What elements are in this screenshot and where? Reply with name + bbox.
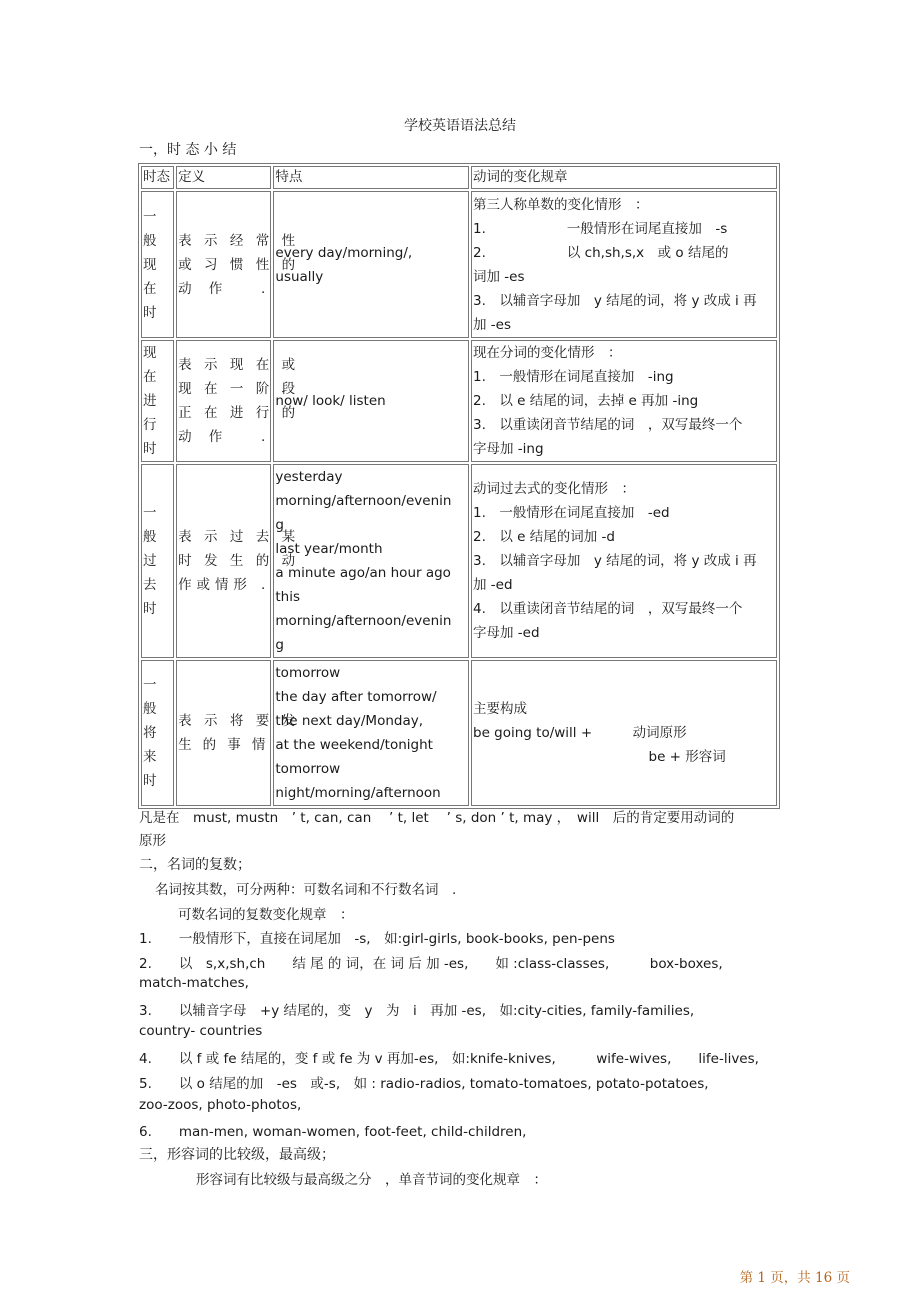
plural-rule-line: 1. 一般情形下，直接在词尾加 -s, 如:girl-girls, book-books, pen-pens (139, 931, 615, 947)
tense-name: 一 般 将 来 时 (141, 660, 174, 806)
modal-verb-note-continued: 原形 (139, 833, 166, 849)
tense-definition (176, 340, 300, 462)
tense-rules (471, 464, 777, 658)
tense-rules (471, 191, 777, 338)
tense-features (273, 464, 469, 658)
rule-line: be + 形容词 (473, 749, 726, 765)
section-heading-adjectives: 三，形容词的比较级，最高级； (139, 1147, 335, 1163)
definition-line: 表 示 经 常 性 (178, 232, 300, 249)
definition-line: 正 在 进 行 的 (178, 405, 300, 421)
plural-rule-line: 2. 以 s,x,sh,ch 结 尾 的 词，在 词 后 加 -es, 如 :class-classes, box-boxes, (139, 956, 723, 972)
rule-line: 2. 以 ch,sh,s,x 或 o 结尾的 (473, 244, 729, 261)
plural-rule-line: zoo-zoos, photo-photos, (139, 1097, 302, 1113)
tense-features (273, 191, 469, 338)
rule-line: 主要构成 (473, 701, 527, 717)
tense-summary-table (138, 163, 780, 809)
tense-features (273, 660, 469, 806)
feature-line: a minute ago/an hour ago (275, 565, 451, 581)
feature-line: last year/month (275, 541, 383, 557)
feature-line: the next day/Monday, (275, 713, 424, 729)
feature-line: g (275, 637, 284, 653)
adjective-intro: 形容词有比较级与最高级之分 ，单音节词的变化规章 ： (196, 1172, 547, 1188)
feature-line: tomorrow (275, 665, 341, 681)
rule-line: 现在分词的变化情形 ： (473, 345, 622, 361)
rule-line: 2. 以 e 结尾的词加 -d (473, 529, 616, 545)
rule-line: 4. 以重读闭音节结尾的词 ，双写最终一个 (473, 601, 743, 617)
rule-line: 3. 以重读闭音节结尾的词 ，双写最终一个 (473, 417, 743, 433)
definition-line: 生的事情 (178, 737, 270, 753)
feature-line: this (275, 589, 301, 605)
rule-line: 词加 -es (473, 268, 525, 285)
feature-line: tomorrow (275, 761, 341, 777)
rule-line: be going to/will + 动词原形 (473, 725, 687, 741)
plural-rules-title: 可数名词的复数变化规章 ： (178, 907, 354, 923)
rule-line: 1. 一般情形在词尾直接加 -s (473, 220, 728, 237)
tense-features (273, 340, 469, 462)
rule-line: 加 -es (473, 316, 512, 333)
definition-line: 动作 . (178, 280, 270, 297)
rule-line: 第三人称单数的变化情形 ： (473, 196, 649, 213)
header-tense: 时态 (141, 166, 174, 189)
header-definition: 定义 (176, 166, 271, 189)
plural-rule-line: match-matches, (139, 975, 249, 991)
definition-line: 时 发 生 的 动 (178, 553, 300, 569)
header-rules: 动词的变化规章 (471, 166, 777, 189)
rule-line: 3. 以辅音字母加 y 结尾的词，将 y 改成 i 再 (473, 292, 757, 309)
plural-rule-line: 4. 以 f 或 fe 结尾的，变 f 或 fe 为 v 再加-es, 如:knife-knives, wife-wives, life-lives, (139, 1051, 759, 1067)
definition-line: 表 示 将 要 发 (178, 713, 300, 729)
rule-line: 加 -ed (473, 577, 513, 593)
rule-line: 3. 以辅音字母加 y 结尾的词，将 y 改成 i 再 (473, 553, 757, 569)
feature-line: the day after tomorrow/ (275, 689, 437, 705)
tense-rules (471, 340, 777, 462)
feature-line: every day/morning/, (275, 244, 413, 261)
feature-line: at the weekend/tonight (275, 737, 433, 753)
page-footer: 第 1 页，共 16 页 (739, 1270, 850, 1286)
tense-definition (176, 660, 300, 806)
plural-rule-line: country- countries (139, 1023, 263, 1039)
plural-rule-line: 6. man-men, woman-women, foot-feet, child-children, (139, 1124, 527, 1140)
rule-line: 1. 一般情形在词尾直接加 -ed (473, 505, 670, 521)
feature-line: g (275, 517, 284, 533)
tense-rules (471, 660, 777, 806)
table-row (141, 191, 777, 338)
table-header-row (141, 166, 777, 189)
rule-line: 字母加 -ed (473, 625, 540, 641)
tense-name: 一 般 过 去 时 (141, 464, 174, 658)
rule-line: 2. 以 e 结尾的词，去掉 e 再加 -ing (473, 393, 699, 409)
plural-intro: 名词按其数，可分两种：可数名词和不行数名词 . (155, 882, 457, 898)
table-row (141, 340, 777, 462)
plural-rule-line: 5. 以 o 结尾的加 -es 或-s, 如 : radio-radios, tomato-tomatoes, potato-potatoes, (139, 1076, 709, 1092)
definition-line: 表 示 过 去 某 (178, 529, 300, 545)
rule-line: 1. 一般情形在词尾直接加 -ing (473, 369, 674, 385)
definition-line: 表 示 现 在 或 (178, 357, 300, 373)
feature-line: now/ look/ listen (275, 393, 386, 409)
definition-line: 现 在 一 阶 段 (178, 381, 300, 397)
feature-line: morning/afternoon/evenin (275, 613, 452, 629)
rule-line: 字母加 -ing (473, 441, 544, 457)
document-title: 学校英语语法总结 (404, 118, 516, 134)
rule-line: 动词过去式的变化情形 ： (473, 481, 635, 497)
plural-rule-line: 3. 以辅音字母 +y 结尾的，变 y 为 i 再加 -es, 如:city-cities, family-families, (139, 1003, 695, 1019)
definition-line: 作或情形 . (178, 577, 270, 593)
table-row (141, 660, 777, 806)
definition-line: 或 习 惯 性 的 (178, 256, 300, 273)
feature-line: night/morning/afternoon (275, 785, 441, 801)
tense-name: 一 般 现 在 时 (141, 191, 174, 338)
feature-line: yesterday (275, 469, 343, 485)
feature-line: usually (275, 268, 324, 285)
definition-line: 动作 . (178, 429, 270, 445)
tense-name: 现 在 进 行 时 (141, 340, 174, 462)
modal-verb-note: 凡是在 must, mustn ’ t, can, can ’ t, let ’ s, don ’ t, may ， will 后的肯定要用动词的 (139, 810, 735, 826)
header-features: 特点 (273, 166, 469, 189)
table-row (141, 464, 777, 658)
section-heading-tenses: 一，时 态 小 结 (139, 142, 237, 158)
feature-line: morning/afternoon/evenin (275, 493, 452, 509)
section-heading-plurals: 二，名词的复数； (139, 857, 251, 873)
